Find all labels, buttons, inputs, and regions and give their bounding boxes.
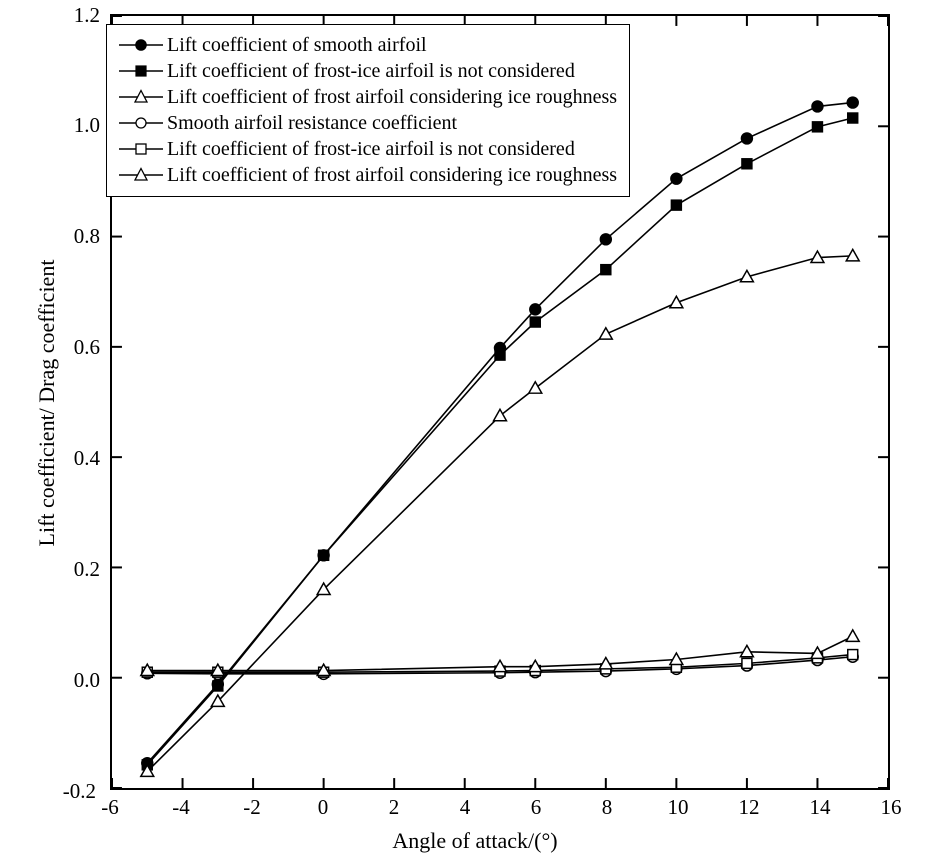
filled-square-marker	[601, 265, 611, 275]
legend-item-label: Lift coefficient of frost airfoil considering ice roughness	[167, 164, 618, 186]
legend-item-label: Lift coefficient of frost-ice airfoil is not considered	[167, 60, 575, 82]
x-tick-label: 16	[880, 795, 902, 819]
filled-square-marker	[530, 317, 540, 327]
filled-square-marker	[495, 350, 505, 360]
filled-circle-marker	[671, 173, 682, 184]
open-circle-icon	[117, 113, 165, 133]
filled-square-marker	[848, 113, 858, 123]
legend-item-label: Smooth airfoil resistance coefficient	[167, 112, 458, 134]
legend-item-label: Lift coefficient of frost-ice airfoil is not considered	[167, 138, 575, 160]
legend-item-label: Lift coefficient of smooth airfoil	[167, 34, 427, 56]
open-triangle-marker	[846, 630, 859, 641]
x-tick-label: 10	[667, 795, 689, 819]
legend-item[interactable]	[117, 110, 617, 136]
x-tick-label: 2	[388, 795, 400, 819]
filled-circle-marker	[812, 101, 823, 112]
x-axis-title: Angle of attack/(°)	[392, 828, 558, 853]
filled-square-marker	[319, 550, 329, 560]
filled-square-marker	[812, 122, 822, 132]
filled-square-marker	[742, 159, 752, 169]
legend-item[interactable]	[117, 84, 617, 110]
x-tick-label: 6	[530, 795, 542, 819]
x-tick-label: 12	[738, 795, 760, 819]
legend-item-label: Lift coefficient of frost airfoil considering ice roughness	[167, 86, 618, 108]
data-series-group	[141, 97, 859, 776]
filled-circle-marker	[847, 97, 858, 108]
open-square-marker	[848, 650, 858, 660]
filled-square-marker	[671, 200, 681, 210]
open-triangle-icon	[117, 165, 165, 185]
series-2	[141, 249, 859, 776]
legend-item[interactable]	[117, 58, 617, 84]
legend-item[interactable]	[117, 162, 617, 188]
y-axis-title: Lift coefficient/ Drag coefficient	[34, 259, 59, 547]
open-square-marker	[742, 658, 752, 668]
y-tick-label: 0.8	[73, 224, 100, 248]
legend	[106, 24, 630, 197]
x-tick-label: 14	[809, 795, 831, 819]
open-square-icon	[117, 139, 165, 159]
x-tick-label: 4	[459, 795, 471, 819]
filled-circle-marker	[741, 133, 752, 144]
filled-square-marker	[213, 681, 223, 691]
y-tick-label: 1.0	[73, 113, 100, 137]
y-tick-label: 1.2	[73, 3, 100, 27]
open-triangle-marker	[529, 382, 542, 393]
open-triangle-icon	[117, 87, 165, 107]
y-tick-label: 0.6	[73, 335, 100, 359]
filled-circle-marker	[530, 304, 541, 315]
open-triangle-marker	[494, 409, 507, 420]
open-triangle-marker	[740, 645, 753, 656]
y-tick-label: 0.2	[73, 557, 100, 581]
open-triangle-marker	[670, 296, 683, 307]
filled-square-icon	[117, 61, 165, 81]
y-tick-label: 0.4	[73, 446, 100, 470]
filled-circle-icon	[117, 35, 165, 55]
x-tick-label: 8	[601, 795, 613, 819]
x-tick-label: -4	[172, 795, 190, 819]
x-tick-label: -6	[101, 795, 119, 819]
x-tick-label: -2	[243, 795, 261, 819]
filled-circle-marker	[600, 234, 611, 245]
y-tick-label: -0.2	[62, 779, 96, 803]
open-triangle-marker	[846, 249, 859, 260]
legend-item[interactable]	[117, 32, 617, 58]
y-tick-label: 0.0	[73, 668, 100, 692]
x-tick-label: 0	[317, 795, 329, 819]
open-triangle-marker	[599, 328, 612, 339]
legend-item[interactable]	[117, 136, 617, 162]
